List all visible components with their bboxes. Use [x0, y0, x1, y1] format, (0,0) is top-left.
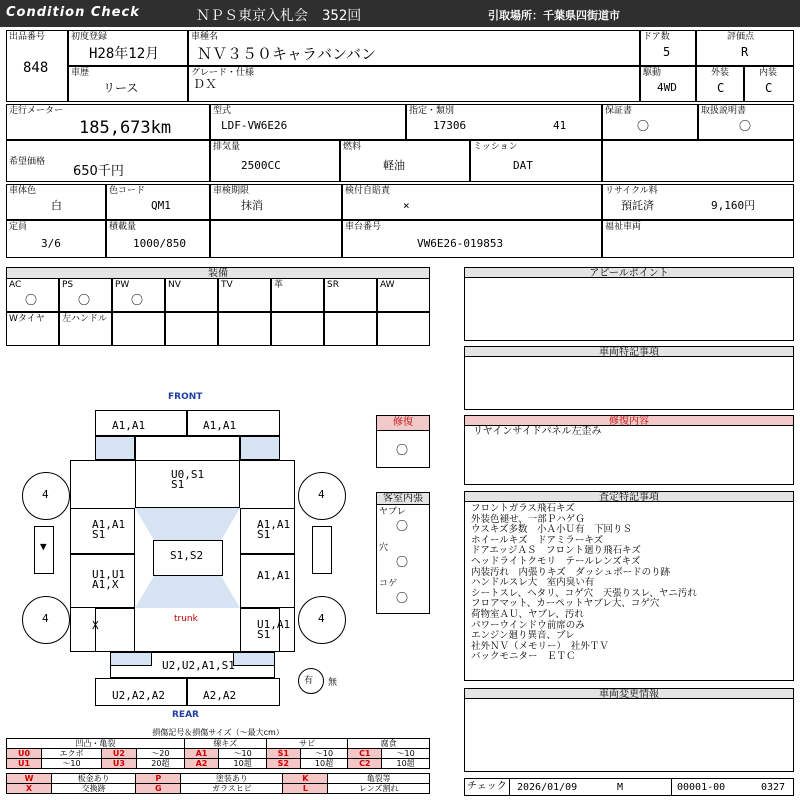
repair-detail-box — [464, 425, 794, 485]
legend-code: U1 — [7, 759, 42, 769]
inspection-value: 抹消 — [241, 199, 263, 212]
appeal-title: アピールポイント — [464, 267, 794, 278]
legend-desc: ガラスヒビ — [181, 784, 283, 794]
footer-code: 0327 — [761, 782, 786, 793]
price-value: 650千円 — [73, 164, 124, 179]
fuel-label: 燃料 — [343, 142, 362, 152]
note-line: フロアマット、カーペットヤブレ大、コゲ穴 — [471, 598, 660, 610]
grade-value: ＤＸ — [193, 77, 218, 91]
legend-desc: レンズ割れ — [328, 784, 430, 794]
grade-score-value: R — [741, 45, 749, 59]
legend-desc: 〜10 — [42, 759, 102, 769]
mark-bumper-right: A2,A2 — [203, 689, 237, 702]
legend-h3: 腐食 — [348, 739, 430, 749]
tire-front-right-value: 4 — [318, 488, 325, 501]
cabin-item-mark: 〇 — [396, 591, 409, 605]
exterior-box — [696, 66, 744, 102]
color-value: 白 — [51, 199, 62, 212]
equipment-item — [218, 312, 271, 346]
history-box — [68, 66, 188, 102]
model-label: 型式 — [213, 106, 232, 116]
equipment-mark: 〇 — [25, 293, 38, 307]
equipment-item — [324, 312, 377, 346]
legend-desc: 20超 — [136, 759, 184, 769]
cabin-item-mark: 〇 — [396, 555, 409, 569]
equipment-code: 左ハンドル — [62, 314, 108, 324]
tire-front-right — [298, 472, 346, 520]
lot-label: 出品番号 — [9, 32, 46, 42]
trunk-label: trunk — [174, 614, 198, 624]
mark-rear-left: X — [92, 619, 99, 632]
notes-box — [464, 501, 794, 681]
first-reg-value: H28年12月 — [89, 46, 160, 62]
legend-table — [6, 738, 430, 769]
chassis-value: VW6E26-019853 — [417, 237, 504, 250]
equipment-item — [271, 312, 324, 346]
equipment-code: Wタイヤ — [9, 314, 45, 324]
grade-box — [188, 66, 640, 102]
doors-value: 5 — [663, 45, 671, 59]
equipment-item — [6, 312, 59, 346]
footer-number: 00001-00 — [677, 782, 726, 793]
equipment-item — [165, 278, 218, 312]
legend-code: A1 — [184, 749, 219, 759]
displacement-box — [210, 140, 340, 182]
tire-rear-right — [298, 596, 346, 644]
cabin-box — [376, 504, 430, 614]
tire-front-left — [22, 472, 70, 520]
manual-mark: 〇 — [739, 119, 752, 133]
recycle-label: リサイクル料 — [605, 186, 658, 196]
legend-row-2 — [7, 759, 430, 769]
legend-code: W — [7, 774, 52, 784]
legend-desc: 〜10 — [219, 749, 267, 759]
mark-door-left: U1,U1 A1,X — [92, 568, 126, 591]
equipment-item — [59, 278, 112, 312]
legend-h0: 凹凸・亀裂 — [7, 739, 185, 749]
inspector: M — [617, 782, 624, 793]
insurance-value: × — [403, 199, 410, 212]
designation-box — [406, 104, 602, 140]
grade-label: グレード・仕様 — [191, 68, 255, 78]
equipment-code: AW — [380, 280, 395, 290]
lot-box — [6, 30, 68, 102]
manual-label: 取扱説明書 — [701, 106, 747, 116]
color-code-box — [106, 184, 210, 220]
category-value: 41 — [553, 119, 567, 132]
equipment-item — [218, 278, 271, 312]
recycle-status: 預託済 — [621, 199, 654, 212]
load-label: 積載量 — [109, 222, 137, 232]
appeal-box — [464, 277, 794, 341]
equipment-code: 革 — [274, 280, 284, 290]
interior-value: C — [765, 81, 773, 95]
rear-left-panel — [95, 608, 135, 652]
legend-desc: 〜10 — [300, 749, 348, 759]
front-left-panel — [95, 436, 135, 460]
mark-hood-right: A1,A1 — [203, 419, 237, 432]
cabin-item-mark: 〇 — [396, 519, 409, 533]
lot-number: 848 — [23, 60, 49, 76]
check-date: 2026/01/09 — [517, 782, 578, 793]
fuel-box — [340, 140, 470, 182]
displacement-label: 排気量 — [213, 142, 241, 152]
legend-code: U3 — [101, 759, 136, 769]
designation-value: 17306 — [433, 119, 467, 132]
inspection-label: 車検期限 — [213, 186, 250, 196]
blank-box-r4 — [602, 140, 794, 182]
header-title: Condition Check — [6, 5, 140, 20]
note-line: パワーウインドウ前席のみ — [471, 619, 585, 631]
equipment-item — [6, 278, 59, 312]
mission-value: DAT — [513, 159, 533, 172]
rear-label: REAR — [172, 710, 199, 720]
model-value: LDF-VW6E26 — [221, 119, 288, 132]
cabin-item-label: 穴 — [379, 543, 389, 553]
legend-code: P — [136, 774, 181, 784]
special-box — [464, 356, 794, 410]
mark-door-right: A1,A1 — [257, 569, 291, 582]
legend-code: S2 — [266, 759, 300, 769]
doors-box — [640, 30, 696, 66]
legend-code: S1 — [266, 749, 300, 759]
fuel-value: 軽油 — [383, 159, 405, 172]
chassis-label: 車台番号 — [345, 222, 382, 232]
odometer-label: 走行メーター — [9, 106, 64, 116]
tire-rear-right-value: 4 — [318, 612, 325, 625]
note-line: ハンドルスレ大 室内臭い有 — [471, 577, 595, 589]
mark-rear-right: U1,A1 S1 — [257, 618, 291, 641]
price-box — [6, 140, 210, 182]
first-reg-label: 初度登録 — [71, 32, 108, 42]
welfare-box — [602, 220, 794, 258]
welfare-label: 福祉車両 — [605, 222, 642, 232]
legend-desc: 亀裂等 — [328, 774, 430, 784]
exterior-label: 外装 — [711, 68, 730, 78]
legend-desc: 10超 — [382, 759, 430, 769]
equipment-item — [112, 278, 165, 312]
equipment-item — [165, 312, 218, 346]
cabin-item-label: コゲ — [379, 579, 398, 589]
car-name-value: ＮＶ３５０キャラバンバン — [197, 45, 376, 63]
mark-center: S1,S2 — [170, 549, 204, 562]
displacement-value: 2500CC — [241, 159, 281, 172]
drive-label: 駆動 — [643, 68, 662, 78]
blank-box-r6 — [210, 220, 342, 258]
mark-roof: U0,S1 S1 — [171, 468, 205, 491]
color-code-label: 色コード — [109, 186, 146, 196]
legend-desc: 板金あり — [52, 774, 136, 784]
cabin-item-label: ヤブレ — [379, 507, 406, 517]
legend-box — [6, 728, 430, 794]
note-line: バックモニター ＥＴＣ — [471, 651, 576, 663]
footer-bar — [464, 778, 794, 796]
capacity-box — [6, 220, 106, 258]
legend-desc: エクボ — [42, 749, 102, 759]
mark-fender-right: A1,A1 S1 — [257, 518, 291, 541]
drive-box — [640, 66, 696, 102]
price-label: 希望価格 — [9, 157, 46, 167]
legend-h2: サビ — [266, 739, 347, 749]
legend-desc: 10超 — [219, 759, 267, 769]
legend-code: C2 — [348, 759, 382, 769]
note-line: 社外ＮＶ（メモリー） 社外ＴＶ — [471, 640, 609, 652]
equipment-item — [377, 312, 430, 346]
legend-desc: 10超 — [300, 759, 348, 769]
legend-desc: 交換跡 — [52, 784, 136, 794]
equipment-code: SR — [327, 280, 339, 290]
equipment-item — [324, 278, 377, 312]
warranty-box — [602, 104, 698, 140]
model-box — [210, 104, 406, 140]
car-name-label: 車種名 — [191, 32, 219, 42]
doors-label: ドア数 — [643, 32, 670, 42]
legend-code: X — [7, 784, 52, 794]
legend-code: L — [283, 784, 328, 794]
auction-name: ＮＰＳ東京入札会 352回 — [196, 8, 362, 24]
equipment-item — [59, 312, 112, 346]
footer-divider-2 — [671, 779, 672, 795]
special-title: 車両特記事項 — [464, 346, 794, 357]
note-line: ヘッドライトクモリ テールレンズキズ — [471, 556, 641, 567]
capacity-label: 定員 — [9, 222, 28, 232]
legend-code: U2 — [101, 749, 136, 759]
exterior-value: C — [717, 81, 725, 95]
equipment-item — [112, 312, 165, 346]
legend-desc: 〜10 — [382, 749, 430, 759]
color-box — [6, 184, 106, 220]
repair-mark: 〇 — [396, 443, 409, 457]
note-line: ウスキズ多数 小Ａ小Ｕ有 下回りＳ — [471, 524, 633, 536]
odometer-value: 185,673km — [79, 118, 172, 138]
grade-score-label: 評価点 — [727, 32, 755, 42]
tire-front-left-value: 4 — [42, 488, 49, 501]
change-title: 車両変更情報 — [464, 688, 794, 699]
note-line: ドアエッジＡＳ フロント廻り飛石キズ — [471, 545, 641, 557]
equipment-code: AC — [9, 280, 22, 290]
recycle-box — [602, 184, 794, 220]
load-value: 1000/850 — [133, 237, 186, 250]
car-name-box — [188, 30, 640, 66]
legend-desc: 〜20 — [136, 749, 184, 759]
notes-title: 査定特記事項 — [464, 491, 794, 502]
legend-code: C1 — [348, 749, 382, 759]
check-label: チェック — [467, 781, 507, 792]
mark-hood-left: A1,A1 — [112, 419, 146, 432]
note-line: エンジン廻り異音、ブレ — [471, 630, 575, 642]
mark-rear-mid: U2,U2,A1,S1 — [162, 659, 235, 672]
spare-tire-none: 無 — [328, 678, 338, 688]
cabin-title: 客室内張 — [376, 492, 430, 505]
change-box — [464, 698, 794, 772]
equipment-code: PS — [62, 280, 74, 290]
legend-code: G — [136, 784, 181, 794]
interior-box — [744, 66, 794, 102]
history-value: リース — [103, 81, 139, 95]
history-label: 車歴 — [71, 68, 90, 78]
mirror-mark-icon: ▼ — [40, 540, 47, 553]
repair-detail-text: リヤインサイドパネル左歪み — [473, 426, 602, 437]
spare-tire-yes: 有 — [304, 676, 314, 686]
right-mirror — [312, 526, 332, 574]
footer-divider-1 — [509, 779, 510, 795]
grade-score-box — [696, 30, 794, 66]
repair-detail-title: 修復内容 — [464, 415, 794, 426]
legend-title: 損傷記号＆損傷サイズ（〜最大cm） — [152, 728, 284, 737]
repair-mark-box — [376, 430, 430, 468]
legend-code: A2 — [184, 759, 219, 769]
mark-bumper-left: U2,A2,A2 — [112, 689, 165, 702]
insurance-label: 検付自賠責 — [345, 186, 391, 196]
equipment-item — [271, 278, 324, 312]
note-line: シートスレ、ヘタリ、コゲ穴 天張りスレ、ヤニ汚れ — [471, 587, 697, 599]
recycle-fee: 9,160円 — [711, 199, 756, 212]
note-line: 外装色褪せ、一部ＰハゲＧ — [471, 513, 585, 525]
front-right-panel — [240, 436, 280, 460]
front-label: FRONT — [168, 392, 203, 402]
odometer-box — [6, 104, 210, 140]
legend-h1: 線キズ — [184, 739, 266, 749]
tire-rear-left — [22, 596, 70, 644]
legend-bottom-row-2 — [7, 784, 430, 794]
tire-rear-left-value: 4 — [42, 612, 49, 625]
warranty-mark: 〇 — [637, 119, 650, 133]
equipment-code: PW — [115, 280, 130, 290]
header-bar — [0, 0, 800, 27]
legend-desc: 塗装あり — [181, 774, 283, 784]
note-line: 内装汚れ 内張りキズ ダッシュボードのり跡 — [471, 566, 671, 578]
capacity-value: 3/6 — [41, 237, 61, 250]
equipment-code: NV — [168, 280, 181, 290]
color-code-value: QM1 — [151, 199, 171, 212]
equipment-title: 装備 — [6, 267, 430, 279]
color-label: 車体色 — [9, 186, 37, 196]
designation-label: 指定・類別 — [409, 106, 455, 116]
note-line: 荷物室ＡＵ、ヤブレ、汚れ — [471, 609, 584, 620]
repair-title: 修復 — [376, 415, 430, 431]
rear-right-lamp — [233, 652, 275, 666]
legend-bottom-row-1 — [7, 774, 430, 784]
manual-box — [698, 104, 794, 140]
legend-header-row — [7, 739, 430, 749]
note-line: フロントガラス飛石キズ — [471, 503, 575, 514]
drive-value: 4WD — [657, 81, 677, 94]
pickup-location: 引取場所：千葉県四街道市 — [488, 9, 620, 22]
rear-left-lamp — [110, 652, 152, 666]
spare-tire — [298, 668, 324, 694]
equipment-code: TV — [221, 280, 233, 290]
warranty-label: 保証書 — [605, 106, 633, 116]
first-reg-box — [68, 30, 188, 66]
legend-row-1 — [7, 749, 430, 759]
equipment-item — [377, 278, 430, 312]
legend-bottom-table — [6, 773, 430, 794]
mission-box — [470, 140, 602, 182]
interior-label: 内装 — [759, 68, 778, 78]
legend-code: U0 — [7, 749, 42, 759]
mark-fender-left: A1,A1 S1 — [92, 518, 126, 541]
equipment-mark: 〇 — [78, 293, 91, 307]
chassis-box — [342, 220, 602, 258]
insurance-box — [342, 184, 602, 220]
note-line: ホイールキズ ドアミラーキズ — [471, 534, 604, 546]
legend-code: K — [283, 774, 328, 784]
equipment-mark: 〇 — [131, 293, 144, 307]
load-box — [106, 220, 210, 258]
mission-label: ミッション — [473, 142, 518, 152]
inspection-box — [210, 184, 342, 220]
